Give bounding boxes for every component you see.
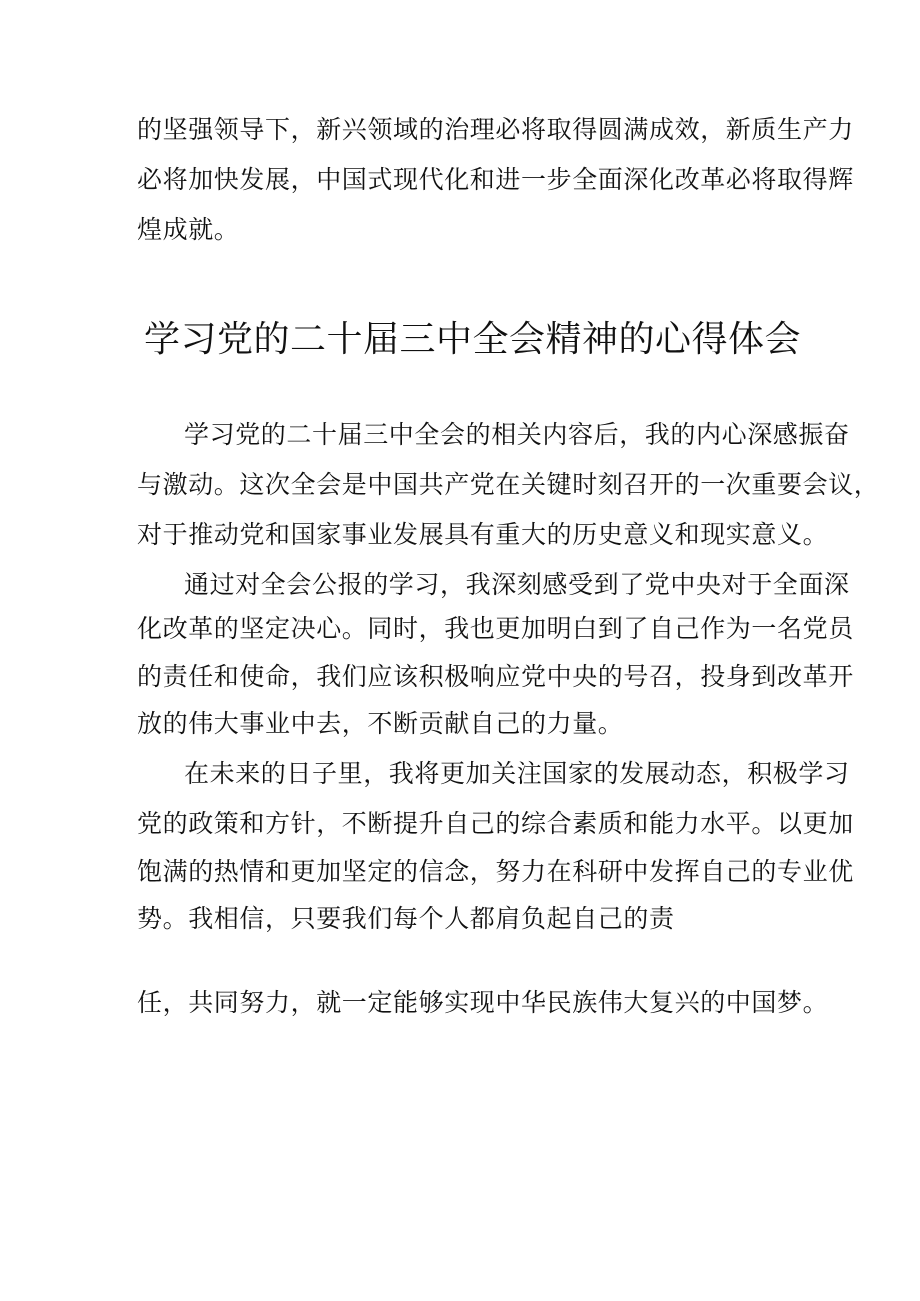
paragraph-line: 对于推动党和国家事业发展具有重大的历史意义和现实意义。 — [137, 520, 829, 549]
intro-line: 必将加快发展，中国式现代化和进一步全面深化改革必将取得辉 — [137, 165, 854, 194]
paragraph-line: 的责任和使命，我们应该积极响应党中央的号召，投身到改革开 — [137, 662, 854, 691]
paragraph-line: 化改革的坚定决心。同时，我也更加明白到了自己作为一名党员 — [137, 614, 854, 643]
paragraph-line: 饱满的热情和更加坚定的信念，努力在科研中发挥自己的专业优 — [137, 857, 854, 886]
intro-line: 煌成就。 — [137, 215, 240, 244]
intro-line: 的坚强领导下，新兴领域的治理必将取得圆满成效，新质生产力 — [137, 115, 854, 144]
paragraph-line: 通过对全会公报的学习，我深刻感受到了党中央对于全面深 — [184, 570, 850, 599]
paragraph-line: 学习党的二十届三中全会的相关内容后，我的内心深感振奋 — [184, 420, 850, 449]
paragraph-line: 在未来的日子里，我将更加关注国家的发展动态，积极学习 — [184, 759, 850, 788]
paragraph-line: 势。我相信，只要我们每个人都肩负起自己的责 — [137, 904, 675, 933]
paragraph-line: 放的伟大事业中去，不断贡献自己的力量。 — [137, 709, 624, 738]
paragraph-line: 党的政策和方针，不断提升自己的综合素质和能力水平。以更加 — [137, 809, 854, 838]
paragraph-line: 与激动。这次全会是中国共产党在关键时刻召开的一次重要会议， — [137, 470, 880, 499]
paragraph-line: 任，共同努力，就一定能够实现中华民族伟大复兴的中国梦。 — [137, 988, 829, 1017]
page-title: 学习党的二十届三中全会精神的心得体会 — [144, 319, 802, 360]
